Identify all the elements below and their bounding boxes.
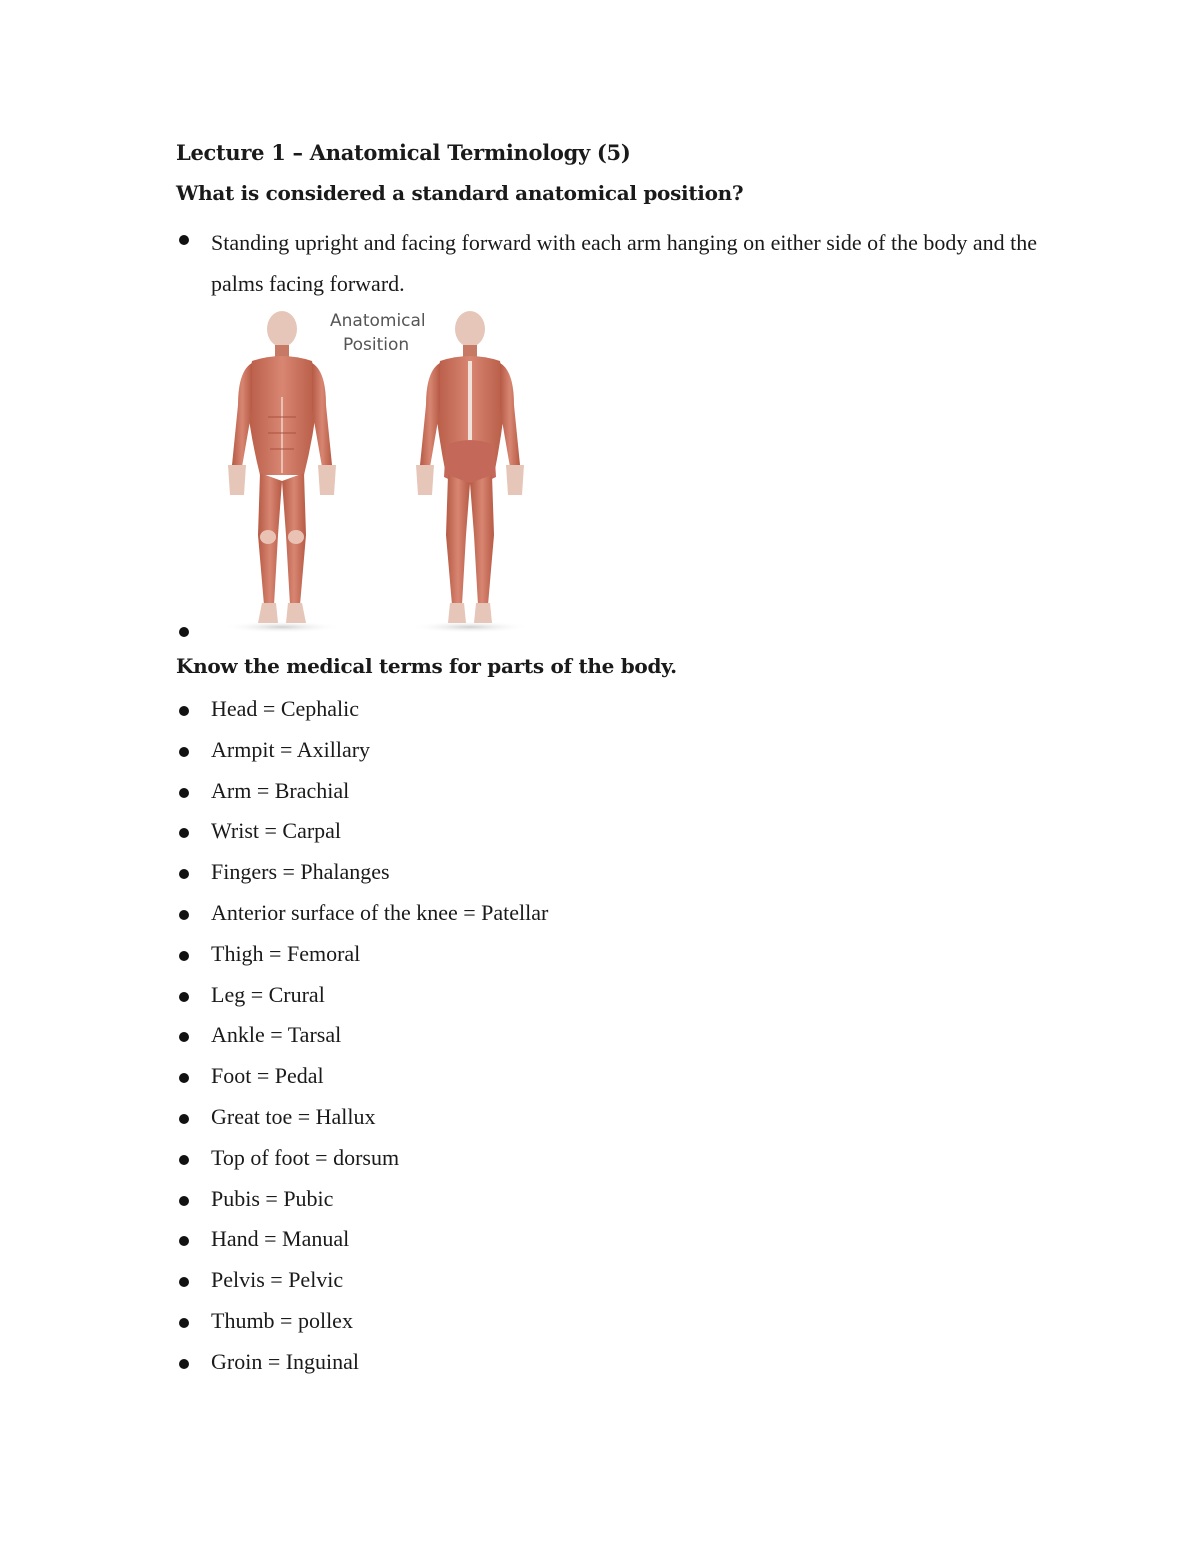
bullet-icon (179, 1196, 189, 1206)
term-text: Fingers = Phalanges (211, 859, 390, 885)
bullet-icon (179, 1318, 189, 1328)
bullet-icon (179, 1114, 189, 1124)
bullet-icon (179, 706, 189, 716)
term-text: Foot = Pedal (211, 1063, 324, 1089)
term-text: Leg = Crural (211, 981, 325, 1007)
term-text: Head = Cephalic (211, 696, 360, 721)
question-heading: What is considered a standard anatomical position? (176, 181, 744, 205)
term-text: Groin = Inguinal (211, 1348, 360, 1374)
term-text: Thumb = pollex (211, 1308, 353, 1333)
bullet-icon (179, 1032, 189, 1042)
bullet-icon (179, 627, 189, 637)
term-text: Top of foot = dorsum (211, 1144, 400, 1170)
term-text: Thigh = Femoral (211, 940, 361, 966)
bullet-icon (179, 788, 189, 798)
term-text: Great toe = Hallux (211, 1104, 376, 1129)
bullet-icon (179, 951, 189, 961)
figure-label: Anatomical (330, 311, 426, 331)
front-body-figure (222, 311, 342, 633)
bullet-icon (179, 1155, 189, 1165)
anatomical-position-figure (208, 305, 553, 635)
page-title: Lecture 1 – Anatomical Terminology (5) (176, 140, 631, 165)
bullet-icon (179, 235, 189, 245)
term-text: Pubis = Pubic (211, 1185, 334, 1211)
bullet-icon (179, 1359, 189, 1369)
back-body-figure (410, 311, 530, 633)
bullet-icon (179, 910, 189, 920)
bullet-icon (179, 828, 189, 838)
term-text: Armpit = Axillary (211, 736, 371, 762)
bullet-icon (179, 992, 189, 1002)
bullet-icon (179, 1277, 189, 1287)
term-text: Hand = Manual (211, 1226, 350, 1252)
figure-label: Position (343, 335, 410, 355)
answer-text: Standing upright and facing forward with each arm hanging on either side of the body and the palms facing forward. (211, 230, 1037, 296)
bullet-icon (179, 869, 189, 879)
term-text: Wrist = Carpal (211, 818, 342, 844)
term-text: Arm = Brachial (211, 777, 350, 803)
bullet-icon (179, 1073, 189, 1083)
term-text: Anterior surface of the knee = Patellar (211, 900, 549, 925)
bullet-icon (179, 747, 189, 757)
question-heading: Know the medical terms for parts of the body. (176, 654, 677, 678)
bullet-icon (179, 1236, 189, 1246)
term-text: Ankle = Tarsal (211, 1022, 342, 1048)
term-text: Pelvis = Pelvic (211, 1267, 344, 1293)
